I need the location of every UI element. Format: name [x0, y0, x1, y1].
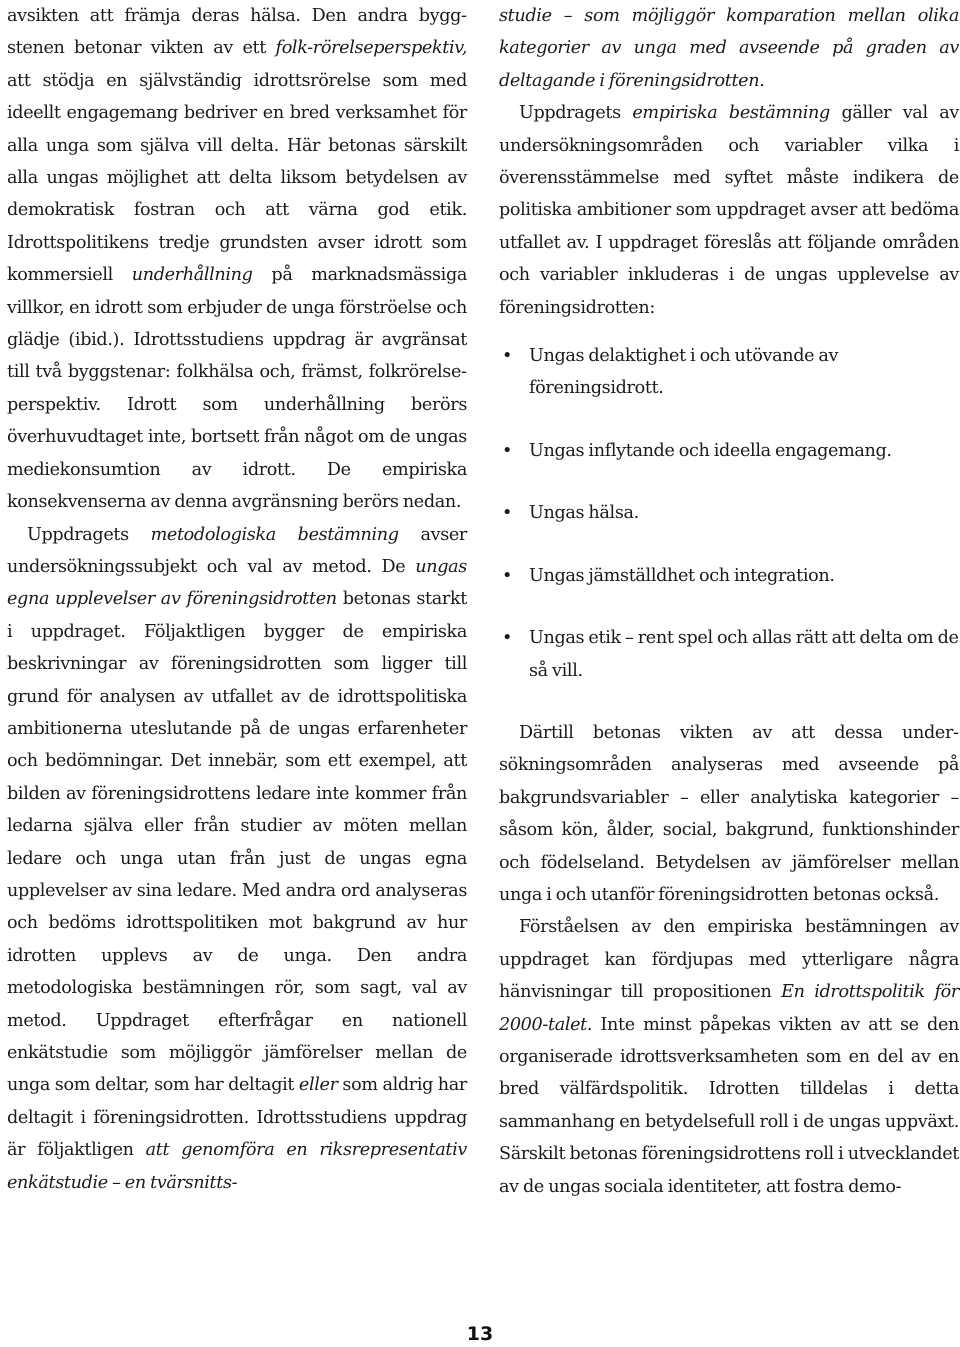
text-run: betonas starkt i uppdraget. Följaktligen bygger de empiriska beskrivningar av föreningsidrotten som ligger till grund för analysen av utfallet av de idrottspolitiska ambitionerna uteslutande på de ungas erfarenheter och bedömningar. Det innebär, som ett exempel, att bilden av föreningsidrottens ledare inte kommer från ledarna själva eller från studier av möten mellan ledare och unga utan från just de ungas egna upplevelser av sina ledare. Med andra ord analyseras och bedöms idrottspolitiken mot bakgrund av hur idrotten upplevs av de unga. Den andra metodologiska bestämningen rör, som sagt, val av metod. Uppdraget efterfrågar en nationell enkätstudie som möjliggör jämförelser mellan de unga som deltar, som har deltagit: [7, 589, 467, 1096]
text-run: Uppdragets: [519, 103, 633, 124]
bullet-icon: •: [502, 628, 513, 649]
text-run: på marknadsmässiga villkor, en idrott som erbjuder de unga förströelse och glädje (ibid.). Idrottsstudiens uppdrag är avgränsat till två byggstenar: folkhälsa och, främst, folkrörelseperspektiv. Idrott som underhållning berörs överhuvudtaget inte, bortsett från något om de ungas mediekonsumtion av idrott. De empiriska konsekvenserna av denna avgränsning berörs nedan.: [7, 265, 467, 513]
italic-run: empiriska bestämning: [632, 103, 830, 124]
paragraph: [7, 0, 467, 519]
italic-run: eller: [298, 1075, 338, 1096]
right-column: [499, 0, 959, 1203]
list-item: [499, 560, 959, 592]
list-item-text: Ungas etik – rent spel och allas rätt att delta om de så vill.: [529, 628, 959, 681]
text-run: avser undersökningssubjekt och val av metod. De: [7, 524, 467, 577]
bullet-icon: •: [502, 440, 513, 461]
bullet-icon: •: [502, 503, 513, 524]
italic-run: En idrottspolitik för 2000-talet: [499, 982, 959, 1035]
paragraph: [499, 717, 959, 911]
list-item: [499, 497, 959, 529]
bullet-icon: •: [502, 565, 513, 586]
text-run: avsikten att främja deras hälsa. Den andra byggstenen betonar vikten av ett: [7, 6, 467, 59]
list-item: [499, 340, 959, 405]
italic-run: underhållning: [131, 265, 253, 286]
text-run: Uppdragets: [27, 524, 151, 545]
list-item-text: Ungas jämställdhet och integration.: [529, 565, 835, 586]
paragraph: [499, 911, 959, 1203]
italic-run: att genomföra en riksrepresentativ enkätstudie – en tvärsnitts-: [7, 1140, 467, 1193]
text-run: som aldrig har deltagit i föreningsidrotten. Idrottsstudiens uppdrag är följaktligen: [7, 1075, 467, 1161]
bullet-icon: •: [502, 346, 513, 367]
paragraph: [499, 0, 959, 97]
text-run: . Inte minst påpekas vikten av att se den organiserade idrottsverksamheten som en del av en bred välfärdspolitik. Idrotten tilldelas i detta sammanhang en betydelsefull roll i de ungas uppväxt. Särskilt betonas föreningsidrottens roll i utvecklandet av de ungas sociala identiteter, att fostra demo-: [499, 1014, 959, 1197]
list-item-text: Ungas inflytande och ideella engagemang.: [529, 440, 892, 461]
left-column: [7, 0, 467, 1199]
text-run: gäller val av undersökningsområden och variabler vilka i överensstämmelse med syftet måste indikera de politiska ambitioner som uppdraget avser att bedöma utfallet av. I uppdraget föreslås att följande områden och variabler inkluderas i de ungas upplevelse av föreningsidrotten:: [499, 103, 959, 318]
bullet-list: [499, 340, 959, 687]
italic-run: metodologiska bestämning: [150, 524, 399, 545]
text-run: Förståelsen av den empiriska bestämningen av uppdraget kan fördjupas med ytterligare några hänvisningar till propositionen: [499, 917, 959, 1003]
page-number: 13: [466, 1323, 494, 1345]
list-item: [499, 435, 959, 467]
italic-run: ungas egna upplevelser av föreningsidrotten: [7, 556, 467, 610]
paragraph: [7, 519, 467, 1200]
list-item: [499, 622, 959, 687]
text-run: Därtill betonas vikten av att dessa undersökningsområden analyseras med avseende på bakgrundsvariabler – eller analytiska kategorier – såsom kön, ålder, social, bakgrund, funktionshinder och födelseland. Betydelsen av jämförelser mellan unga i och utanför föreningsidrotten betonas också.: [499, 722, 959, 905]
list-item-text: Ungas hälsa.: [529, 503, 639, 524]
italic-run: studie – som möjliggör komparation mellan olika kategorier av unga med avseende på graden av deltagande i föreningsidrotten.: [499, 6, 959, 91]
paragraph: [499, 97, 959, 324]
list-item-text: Ungas delaktighet i och utövande av föreningsidrott.: [529, 346, 839, 399]
italic-run: folk-rörelseperspektiv,: [275, 38, 467, 59]
text-run: att stödja en självständig idrottsrörelse som med ideellt engagemang bedriver en bred verksamhet för alla unga som själva vill delta. Här betonas särskilt alla ungas möjlighet att delta liksom betydelsen av demokratisk fostran och att värna god etik. Idrottspolitikens tredje grundsten avser idrott som kommersiell: [7, 70, 467, 286]
